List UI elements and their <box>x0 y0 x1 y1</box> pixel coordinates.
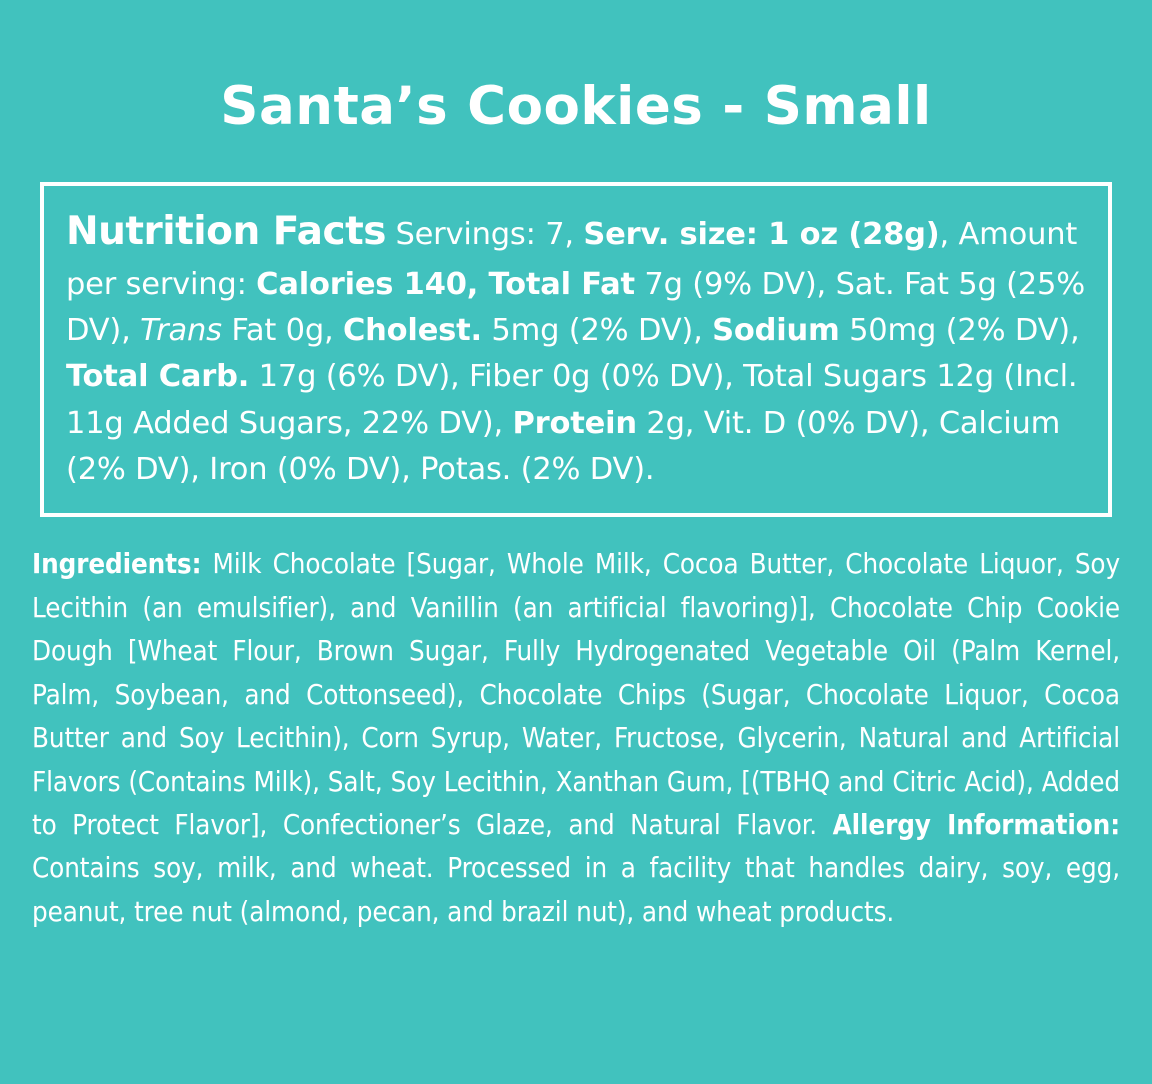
sodium-value: 50mg (2% DV), <box>849 312 1080 348</box>
protein-value: 2g, Vit. D (0% DV), Calcium (2% DV), Iron (0% DV), <box>66 405 1061 487</box>
page-title: Santa’s Cookies - Small <box>220 76 932 137</box>
total-carb-label: Total Carb. <box>66 359 250 395</box>
cholesterol-label: Cholest. <box>342 312 482 348</box>
total-fat-value: 7g (9% DV), <box>644 266 827 302</box>
serving-size: Serv. size: 1 oz (28g) <box>583 217 940 253</box>
cholesterol-value: 5mg (2% DV), <box>491 312 703 348</box>
ingredients-label: Ingredients: <box>32 548 202 581</box>
sat-fat: Sat. Fat 5g (25% DV), <box>66 266 1086 348</box>
trans-fat-rest: Fat 0g, <box>231 312 334 348</box>
calories-and-total-fat: Calories 140, Total Fat <box>256 266 635 302</box>
sodium-label: Sodium <box>712 312 840 348</box>
potassium-value: Potas. (2% DV). <box>420 452 655 487</box>
trans-fat-italic: Trans <box>140 312 222 348</box>
allergy-information-text: Contains soy, milk, and wheat. Processed in a facility that handles dairy, soy, egg, peanut, tree nut (almond, pecan, and brazil nut), and wheat products. <box>32 852 1120 928</box>
protein-label: Protein <box>512 405 637 441</box>
servings-label: Servings: 7, <box>395 217 574 253</box>
nutrition-facts-text <box>66 202 1086 493</box>
nutrition-facts-box <box>40 182 1112 517</box>
ingredients-text: Milk Chocolate [Sugar, Whole Milk, Cocoa Butter, Chocolate Liquor, Soy Lecithin (an emulsifier), and Vanillin (an artificial flavoring)], Chocolate Chip Cookie Dough [Wheat Flour, Brown Sugar, Fully Hydrogenated Vegetable Oil (Palm Kernel, Palm, Soybean, and Cottonseed), Chocolate Chips (Sugar, Chocolate Liquor, Cocoa Butter and Soy Lecithin), Corn Syrup, Water, Fructose, Glycerin, Natural and Artificial Flavors (Contains Milk), Salt, Soy Lecithin, Xanthan Gum, [(TBHQ and Citric Acid), Added to Protect Flavor], Confectioner’s Glaze, and Natural Flavor. <box>32 548 1120 841</box>
ingredients-section <box>32 543 1120 934</box>
total-carb-value: 17g (6% DV), Fiber 0g <box>258 359 591 395</box>
fiber-daily-value: (0% DV), Total Sugars 12g (Incl. 11g Added Sugars, 22% DV), <box>66 359 1078 441</box>
serving-size-comma: , <box>939 217 949 253</box>
nutrition-facts-heading: Nutrition Facts <box>66 209 386 255</box>
allergy-information-label: Allergy Information: <box>832 808 1120 841</box>
amount-per-serving-label: Amount per serving: <box>66 217 1078 302</box>
